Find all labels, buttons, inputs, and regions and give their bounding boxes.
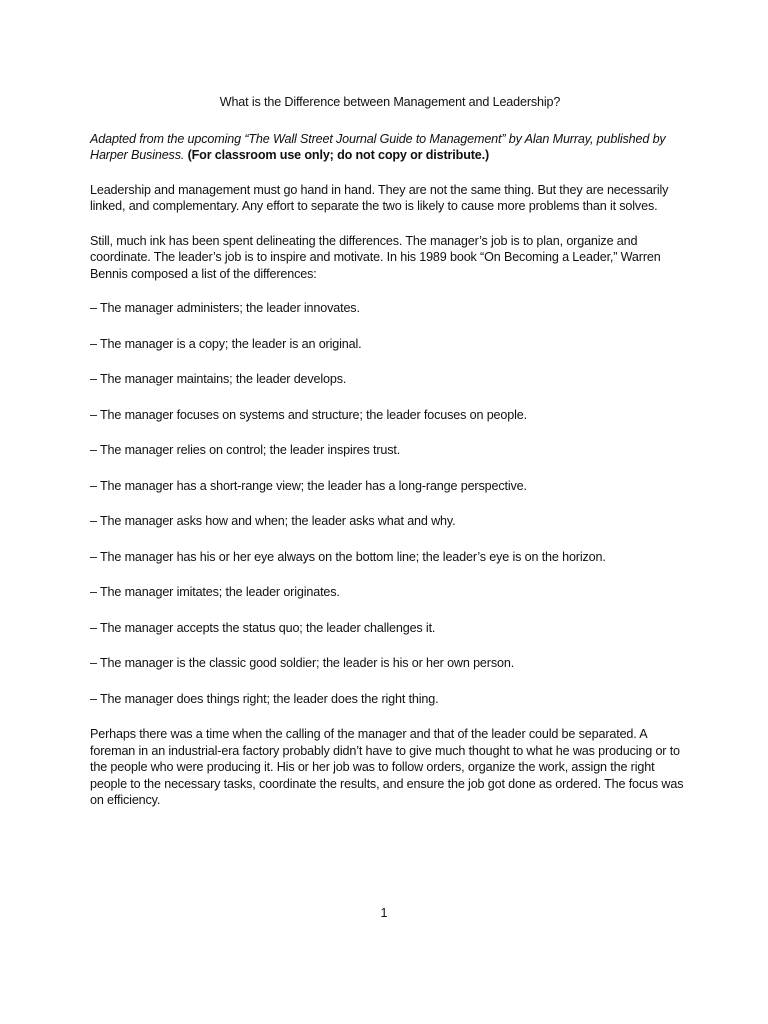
difference-item: – The manager has his or her eye always on the bottom line; the leader’s eye is on the horizon. [90,549,606,564]
difference-item: – The manager administers; the leader innovates. [90,301,360,315]
usage-notice: (For classroom use only; do not copy or distribute.) [187,148,490,162]
difference-item: – The manager is a copy; the leader is an original. [90,336,362,351]
difference-item: – The manager relies on control; the leader inspires trust. [90,443,401,457]
paragraph-2: Still, much ink has been spent delineating the differences. The manager’s job is to plan, organize and coordinate. The leader’s job is to inspire and motivate. In his 1989 book “On Becoming a Leader,” Warren Bennis composed a list of the differences: [90,233,661,281]
paragraph-1: Leadership and management must go hand in hand. They are not the same thing. But they are necessarily linked, and complementary. Any effort to separate the two is likely to cause more problems than it solves. [90,182,669,213]
difference-item: – The manager is the classic good soldier; the leader is his or her own person. [90,656,515,670]
difference-item: – The manager does things right; the leader does the right thing. [90,691,439,706]
difference-item: – The manager focuses on systems and structure; the leader focuses on people. [90,407,527,422]
page-number: 1 [380,906,388,920]
difference-item: – The manager asks how and when; the leader asks what and why. [90,514,456,528]
document-title: What is the Difference between Management and Leadership? [219,95,561,109]
difference-item: – The manager imitates; the leader originates. [90,585,340,599]
paragraph-3: Perhaps there was a time when the calling of the manager and that of the leader could be separated. A foreman in an industrial-era factory probably didn’t have to give much thought to what he was producing or to the people who were producing it. His or her job was to follow orders, organize the work, assign the right people to the necessary tasks, coordinate the results, and ensure the job got done as ordered. The focus was on efficiency. [90,727,684,807]
source-attribution: Adapted from the upcoming “The Wall Street Journal Guide to Management” by Alan Murray, published by Harper Business. [90,131,666,162]
difference-item: – The manager maintains; the leader develops. [90,372,347,386]
difference-item: – The manager accepts the status quo; the leader challenges it. [90,620,436,635]
differences-list [90,300,690,707]
difference-item: – The manager has a short-range view; the leader has a long-range perspective. [90,478,527,493]
intro-paragraph [90,131,690,164]
document-content [90,94,690,827]
